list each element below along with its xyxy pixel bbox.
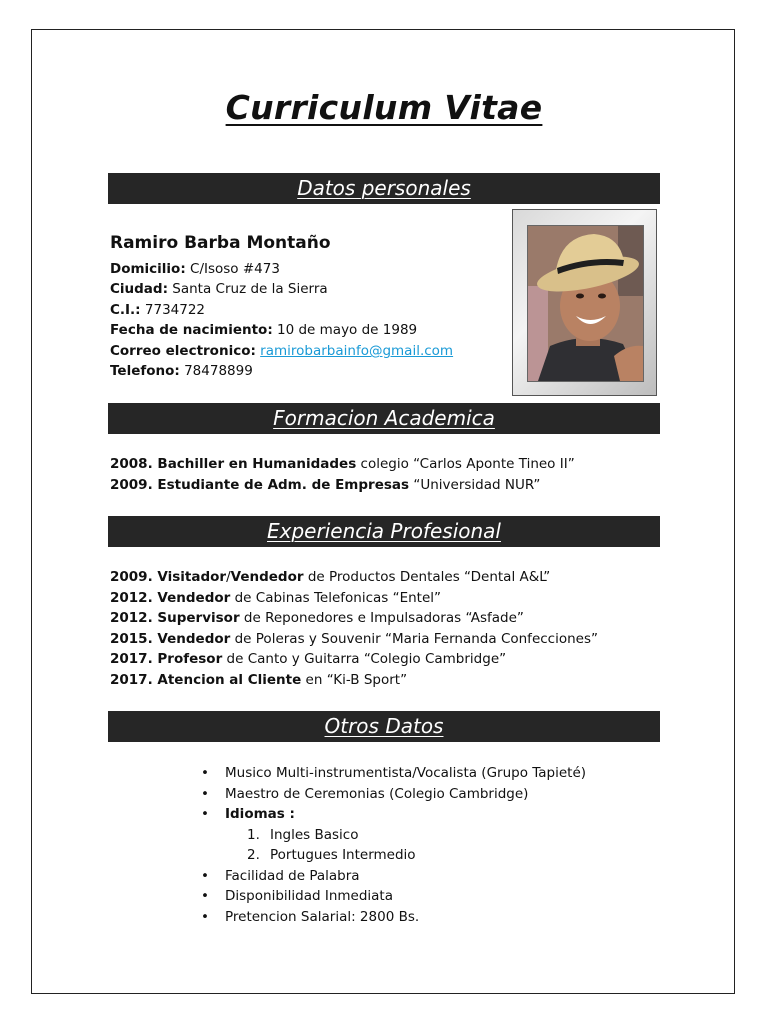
bullet-icon: •: [201, 765, 209, 781]
academic-degree: 2009. Estudiante de Adm. de Empresas: [110, 477, 410, 493]
list-item-languages: [200, 804, 586, 825]
section-header-academic: [108, 403, 660, 434]
experience-year: 2017.: [110, 672, 158, 688]
experience-year: 2015.: [110, 631, 158, 647]
field-domicilio: [110, 261, 280, 277]
section-header-other: [108, 711, 660, 742]
experience-item: [110, 569, 550, 585]
field-label: Telefono:: [110, 363, 180, 379]
list-item: [200, 866, 586, 887]
section-header-experience: [108, 516, 660, 547]
language-number: 1.: [247, 826, 260, 843]
list-item: [200, 784, 586, 805]
list-item: [200, 763, 586, 784]
bullet-icon: •: [201, 806, 209, 822]
cv-title: Curriculum Vitae: [225, 88, 543, 127]
experience-year: 2012.: [110, 610, 158, 626]
person-portrait-icon: [528, 226, 643, 381]
field-value: 7734722: [140, 302, 206, 318]
experience-item: [110, 672, 407, 688]
list-item-text: Maestro de Ceremonias (Colegio Cambridge): [225, 785, 529, 802]
experience-detail: de Cabinas Telefonicas “Entel”: [230, 590, 442, 606]
academic-institution: colegio “Carlos Aponte Tineo II”: [356, 456, 575, 472]
experience-separator: /: [226, 569, 231, 585]
academic-item: [110, 477, 540, 493]
field-value: 78478899: [179, 363, 253, 379]
section-header-academic-label: Formacion Academica: [273, 406, 495, 430]
section-header-personal: [108, 173, 660, 204]
academic-degree: 2008. Bachiller en Humanidades: [110, 456, 357, 472]
language-text: Ingles Basico: [270, 826, 359, 843]
language-item: [200, 845, 586, 866]
experience-item: [110, 610, 524, 626]
experience-detail: de Productos Dentales “Dental A&L”: [303, 569, 551, 585]
language-item: [200, 825, 586, 846]
list-item-text: Musico Multi-instrumentista/Vocalista (Grupo Tapieté): [225, 765, 587, 781]
field-label: Ciudad:: [110, 281, 168, 297]
experience-detail: en “Ki-B Sport”: [301, 672, 408, 688]
other-data-list: [200, 763, 586, 927]
experience-item: [110, 631, 598, 647]
experience-item: [110, 651, 506, 667]
field-label: Correo electronico:: [110, 343, 256, 359]
experience-detail: de Canto y Guitarra “Colegio Cambridge”: [222, 651, 507, 667]
language-text: Portugues Intermedio: [270, 847, 416, 863]
list-item-text: Facilidad de Palabra: [225, 867, 360, 884]
experience-item: [110, 590, 441, 606]
experience-year: 2012.: [110, 590, 158, 606]
field-birthdate: [110, 322, 417, 338]
experience-role: Vendedor: [157, 590, 231, 606]
email-link[interactable]: ramirobarbainfo@gmail.com: [260, 343, 454, 359]
experience-year: 2017.: [110, 651, 158, 667]
field-telefono: [110, 363, 253, 379]
experience-role: Atencion al Cliente: [157, 672, 302, 688]
list-item: [200, 907, 586, 928]
field-ciudad: [110, 281, 328, 297]
experience-year: 2009.: [110, 569, 158, 585]
field-value: C/Isoso #473: [185, 261, 280, 277]
experience-role: Vendedor: [230, 569, 304, 585]
field-value: Santa Cruz de la Sierra: [167, 281, 328, 297]
section-header-other-label: Otros Datos: [324, 714, 444, 738]
experience-role: Visitador: [157, 569, 227, 585]
field-value: 10 de mayo de 1989: [272, 322, 418, 338]
experience-detail: de Poleras y Souvenir “Maria Fernanda Confecciones”: [230, 631, 598, 647]
field-email: [110, 343, 453, 359]
field-ci: [110, 302, 205, 318]
academic-item: [110, 456, 575, 472]
languages-suffix: :: [284, 806, 295, 822]
bullet-icon: •: [201, 867, 209, 884]
profile-photo-frame: [512, 209, 657, 396]
academic-institution: “Universidad NUR”: [409, 477, 541, 493]
bullet-icon: •: [201, 908, 209, 925]
list-item-text: Disponibilidad Inmediata: [225, 888, 393, 904]
experience-role: Supervisor: [157, 610, 240, 626]
bullet-icon: •: [201, 785, 209, 802]
list-item-text: Pretencion Salarial: 2800 Bs.: [225, 908, 420, 925]
field-label: Fecha de nacimiento:: [110, 322, 273, 338]
section-header-personal-label: Datos personales: [297, 176, 471, 200]
person-name: Ramiro Barba Montaño: [110, 233, 331, 253]
list-item: [200, 886, 586, 907]
languages-label: Idiomas: [225, 806, 285, 822]
experience-role: Vendedor: [157, 631, 231, 647]
profile-photo: [527, 225, 644, 382]
field-label: C.I.:: [110, 302, 141, 318]
language-number: 2.: [247, 847, 260, 863]
field-label: Domicilio:: [110, 261, 186, 277]
bullet-icon: •: [201, 888, 209, 904]
experience-detail: de Reponedores e Impulsadoras “Asfade”: [239, 610, 524, 626]
section-header-experience-label: Experiencia Profesional: [267, 519, 501, 543]
experience-role: Profesor: [157, 651, 223, 667]
